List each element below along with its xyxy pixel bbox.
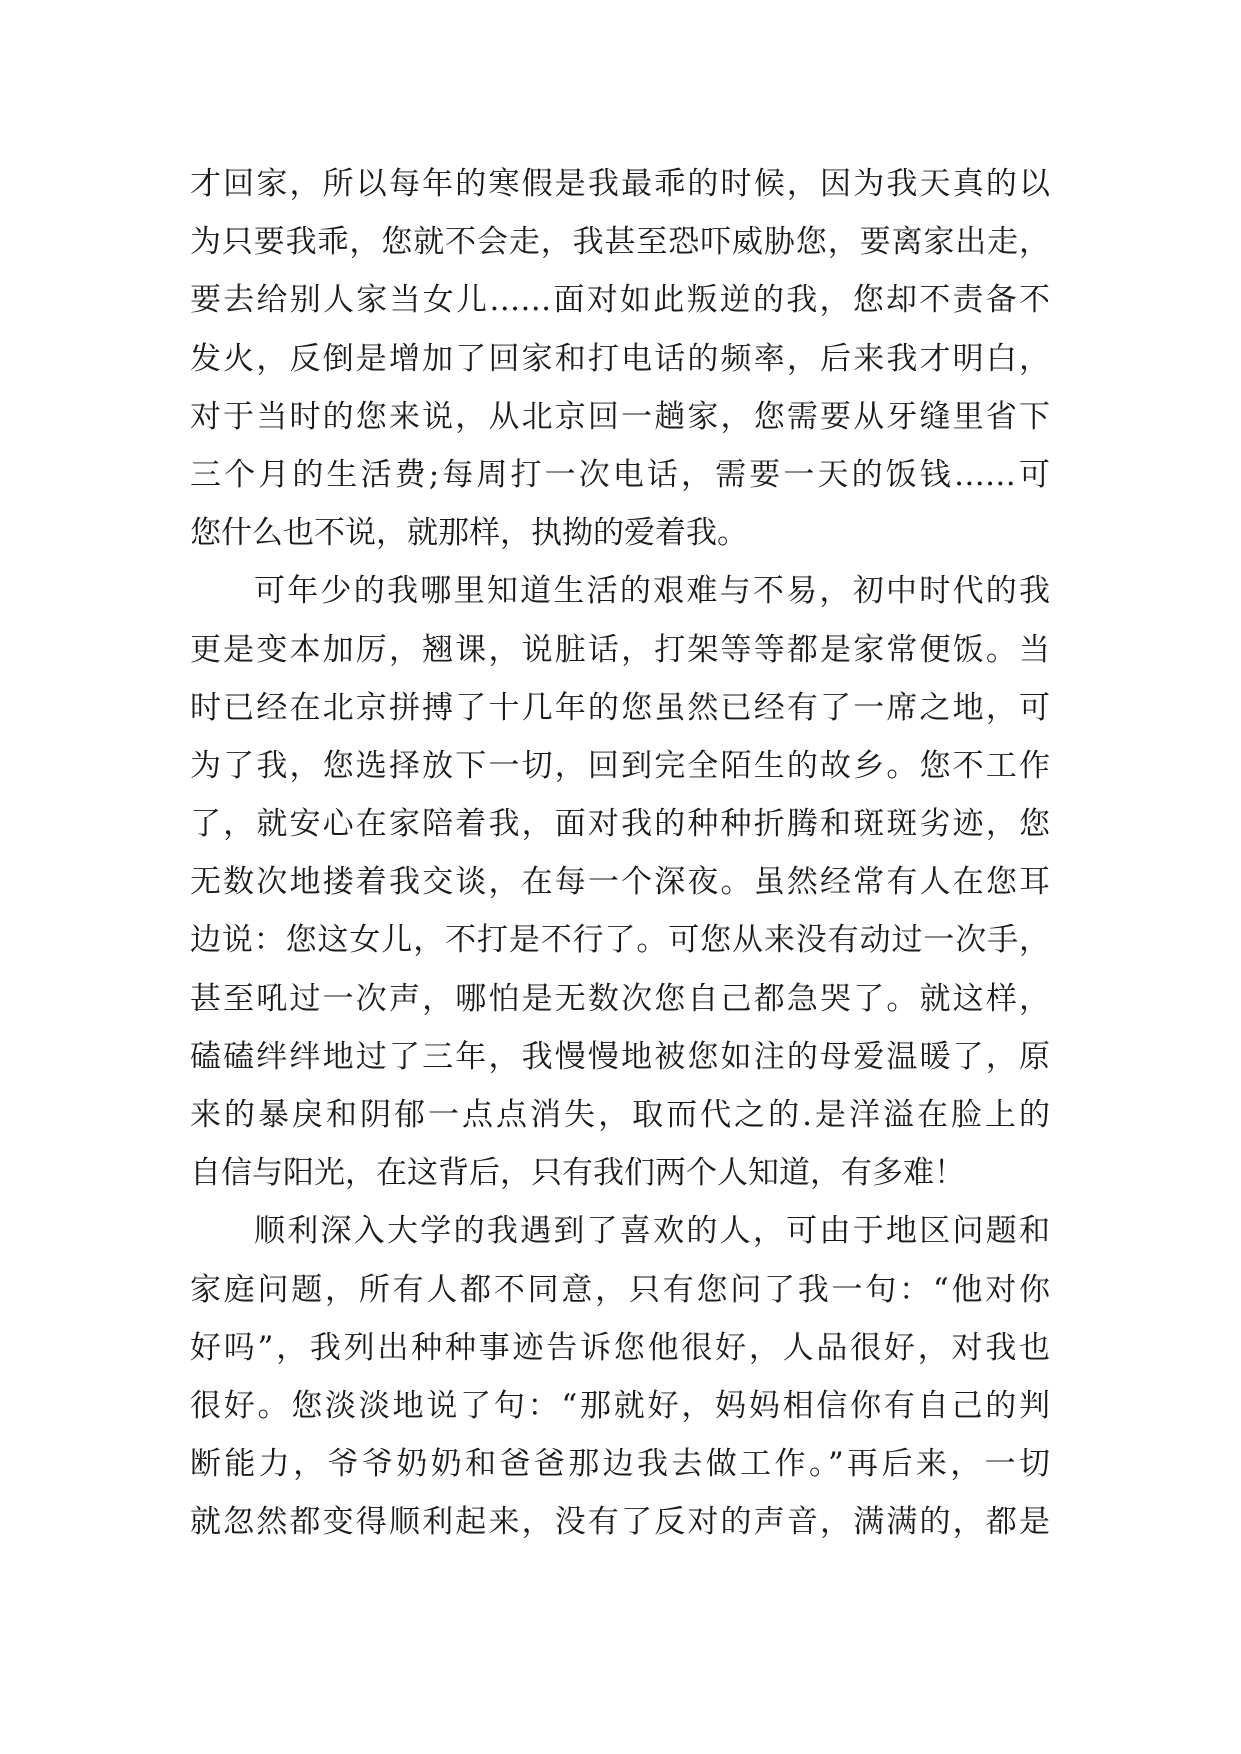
- text-line: 就忽然都变得顺利起来，没有了反对的声音，满满的，都是: [190, 1504, 1050, 1541]
- text-line: 磕磕绊绊地过了三年，我慢慢地被您如注的母爱温暖了，原: [190, 1038, 1050, 1075]
- text-line: 发火，反倒是增加了回家和打电话的频率，后来我才明白，: [190, 340, 1050, 377]
- text-line: 甚至吼过一次声，哪怕是无数次您自己都急哭了。就这样，: [190, 980, 1050, 1017]
- text-line: 了，就安心在家陪着我，面对我的种种折腾和斑斑劣迹，您: [190, 806, 1050, 843]
- text-line: 更是变本加厉，翘课，说脏话，打架等等都是家常便饭。当: [190, 631, 1050, 668]
- text-line: 无数次地搂着我交谈，在每一个深夜。虽然经常有人在您耳: [190, 864, 1050, 901]
- text-line: 好吗”，我列出种种事迹告诉您他很好，人品很好，对我也: [190, 1329, 1050, 1366]
- text-line: 边说：您这女儿，不打是不行了。可您从来没有动过一次手，: [190, 922, 1050, 959]
- body-text: [190, 155, 1050, 1552]
- text-line: 您什么也不说，就那样，执拗的爱着我。: [190, 515, 748, 552]
- text-line: 断能力，爷爷奶奶和爸爸那边我去做工作。”再后来，一切: [190, 1446, 1050, 1483]
- text-line: 自信与阳光，在这背后，只有我们两个人知道，有多难！: [190, 1155, 965, 1192]
- text-line: 三个月的生活费;每周打一次电话，需要一天的饭钱……可: [190, 456, 1050, 493]
- text-line: 时已经在北京拼搏了十几年的您虽然已经有了一席之地，可: [190, 689, 1050, 726]
- text-line: 为只要我乖，您就不会走，我甚至恐吓威胁您，要离家出走，: [190, 224, 1050, 261]
- text-line: 来的暴戾和阴郁一点点消失，取而代之的.是洋溢在脸上的: [190, 1097, 1050, 1133]
- text-line: 很好。您淡淡地说了句：“那就好，妈妈相信你有自己的判: [190, 1387, 1050, 1424]
- paragraph-first-line: 顺利深入大学的我遇到了喜欢的人，可由于地区问题和: [254, 1213, 1050, 1250]
- text-line: 对于当时的您来说，从北京回一趟家，您需要从牙缝里省下: [190, 398, 1050, 435]
- paragraph-first-line: 可年少的我哪里知道生活的艰难与不易，初中时代的我: [254, 573, 1050, 610]
- text-line: 家庭问题，所有人都不同意，只有您问了我一句：“他对你: [190, 1271, 1050, 1308]
- text-line: 才回家，所以每年的寒假是我最乖的时候，因为我天真的以: [190, 166, 1050, 202]
- text-line: 要去给别人家当女儿……面对如此叛逆的我，您却不责备不: [190, 282, 1050, 319]
- text-line: 为了我，您选择放下一切，回到完全陌生的故乡。您不工作: [190, 747, 1050, 784]
